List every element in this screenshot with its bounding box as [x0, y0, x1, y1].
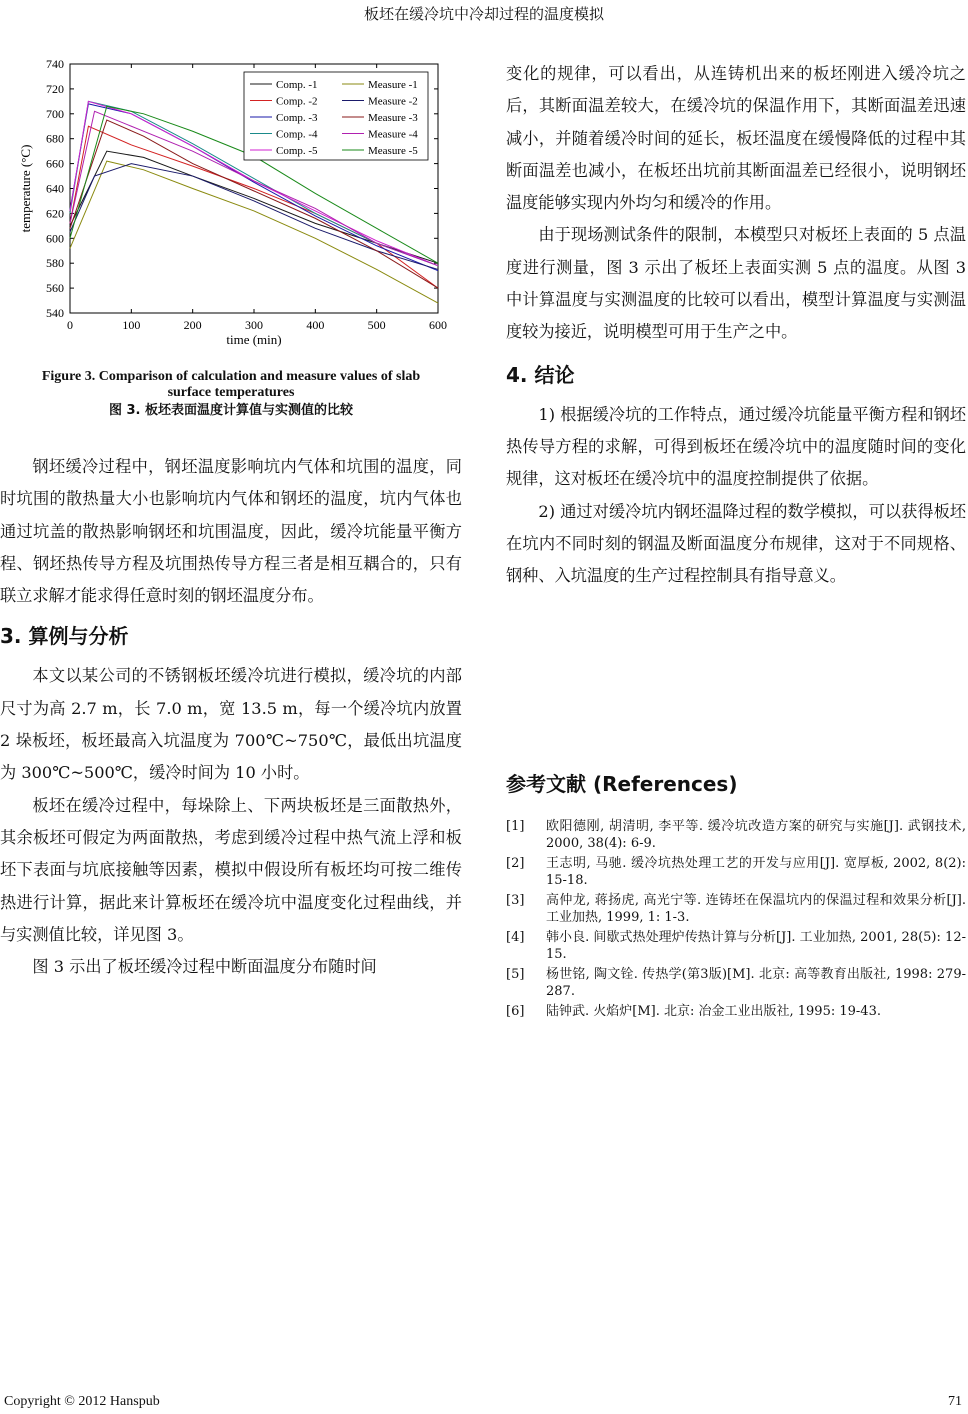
legend-entry: Measure -5 — [368, 145, 418, 157]
y-tick-label: 660 — [46, 156, 64, 171]
reference-number: [6] — [506, 1004, 525, 1019]
legend-entry: Measure -2 — [368, 95, 418, 108]
section-3-paragraph: 图 3 示出了板坯缓冷过程中断面温度分布随时间 — [32, 957, 377, 977]
y-tick-label: 720 — [46, 81, 64, 96]
reference-item — [506, 966, 966, 1000]
legend-entry: Comp. -3 — [276, 112, 318, 124]
reference-number: [3] — [506, 893, 525, 908]
x-tick-label: 100 — [122, 318, 141, 332]
reference-item — [506, 855, 966, 889]
left-body — [0, 451, 462, 983]
legend-entry: Measure -1 — [368, 79, 418, 91]
y-tick-label: 680 — [46, 131, 64, 146]
x-tick-label: 400 — [306, 318, 325, 332]
series-line — [70, 164, 438, 270]
reference-number: [1] — [506, 819, 525, 834]
y-tick-label: 640 — [46, 181, 64, 196]
x-tick-label: 200 — [183, 318, 202, 332]
right-body — [506, 58, 966, 592]
x-tick-label: 600 — [429, 318, 447, 332]
reference-text: 欧阳德刚, 胡清明, 李平等. 缓冷坑改造方案的研究与实施[J]. 武钢技术, 2000, 38(4): 6-9. — [546, 819, 966, 851]
y-tick-label: 700 — [46, 106, 64, 121]
references-heading: 参考文献 (References) — [506, 772, 738, 796]
x-tick-label: 500 — [367, 318, 386, 332]
y-tick-label: 620 — [46, 206, 64, 221]
figure-caption-en-line1: Figure 3. Comparison of calculation and measure values of slab — [41, 369, 421, 384]
y-axis-label: temperature (°C) — [18, 144, 33, 233]
y-tick-label: 560 — [46, 281, 64, 296]
x-axis-label: time (min) — [226, 332, 282, 347]
reference-text: 韩小良. 间歇式热处理炉传热计算与分析[J]. 工业加热, 2001, 28(5): 12-15. — [546, 930, 966, 962]
y-tick-label: 540 — [46, 306, 64, 320]
legend-entry: Comp. -4 — [276, 128, 318, 141]
figure-caption — [0, 369, 462, 421]
reference-text: 王志明, 马驰. 缓冷坑热处理工艺的开发与应用[J]. 宽厚板, 2002, 8(2): 15-18. — [546, 856, 966, 888]
left-paragraph: 钢坯缓冷过程中，钢坯温度影响坑内气体和坑围的温度，同时坑围的散热量大小也影响坑内气体和钢坯的温度，坑内气体也通过坑盖的散热影响钢坯和坑围温度，因此，缓冷坑能量平衡方程、钢坯热传导方程及坑围热传导方程三者是相互耦合的，只有联立求解才能求得任意时刻的钢坯温度分布。 — [0, 457, 462, 606]
footer-copyright: Copyright © 2012 Hanspub — [4, 1394, 160, 1409]
reference-item — [506, 818, 966, 852]
series-line — [70, 151, 438, 263]
legend-entry: Comp. -5 — [276, 145, 318, 157]
y-tick-label: 740 — [46, 57, 64, 71]
references-list — [506, 818, 966, 1023]
reference-item — [506, 892, 966, 926]
chart-svg — [8, 52, 448, 352]
figure-3-chart — [8, 52, 448, 352]
section-3-paragraph: 板坯在缓冷过程中，每垛除上、下两块板坯是三面散热外，其余板坯可假定为两面散热，考虑到缓冷过程中热气流上浮和板坯下表面与坑底接触等因素，模拟中假设所有板坯均可按二维传热进行计算，据此来计算板坯在缓冷坑中温度变化过程曲线，并与实测值比较，详见图 3。 — [0, 795, 462, 944]
reference-number: [4] — [506, 930, 525, 945]
figure-caption-en-line2: surface temperatures — [167, 385, 295, 400]
legend-entry: Comp. -1 — [276, 79, 318, 91]
reference-number: [5] — [506, 967, 525, 982]
reference-text: 陆钟武. 火焰炉[M]. 北京: 冶金工业出版社, 1995: 19-43. — [546, 1004, 881, 1019]
running-head: 板坯在缓冷坑中冷却过程的温度模拟 — [363, 5, 604, 23]
figure-caption-zh: 图 3. 板坯表面温度计算值与实测值的比较 — [108, 403, 354, 418]
section-4-paragraph: 1) 根据缓冷坑的工作特点，通过缓冷坑能量平衡方程和钢坯热传导方程的求解，可得到板坯在缓冷坑中的温度随时间的变化规律，这对板坯在缓冷坑中的温度控制提供了依据。 — [506, 404, 966, 489]
legend-entry: Measure -4 — [368, 128, 418, 141]
right-paragraph: 由于现场测试条件的限制，本模型只对板坯上表面的 5 点温度进行测量，图 3 示出了板坯上表面实测 5 点的温度。从图 3 中计算温度与实测温度的比较可以看出，模型计算温度与实测温度较为接近，说明模型可用于生产之中。 — [506, 225, 966, 342]
section-4-heading: 4. 结论 — [506, 362, 575, 387]
reference-item — [506, 1003, 966, 1020]
y-tick-label: 600 — [46, 231, 64, 246]
y-tick-label: 580 — [46, 256, 64, 271]
legend-entry: Comp. -2 — [276, 95, 318, 108]
footer-page-number: 71 — [948, 1394, 962, 1409]
reference-text: 杨世铭, 陶文铨. 传热学(第3版)[M]. 北京: 高等教育出版社, 1998: 279-287. — [546, 967, 966, 999]
x-tick-label: 0 — [67, 318, 73, 332]
section-4-paragraph: 2) 通过对缓冷坑内钢坯温降过程的数学模拟，可以获得板坯在坑内不同时刻的钢温及断面温度分布规律，这对于不同规格、钢种、入坑温度的生产过程控制具有指导意义。 — [506, 501, 966, 586]
legend-entry: Measure -3 — [368, 112, 418, 124]
section-3-heading: 3. 算例与分析 — [0, 624, 129, 649]
x-tick-label: 300 — [245, 318, 263, 332]
reference-text: 高仲龙, 蒋扬虎, 高光宁等. 连铸坯在保温坑内的保温过程和效果分析[J]. 工业加热, 1999, 1: 1-3. — [546, 893, 966, 925]
section-3-paragraph: 本文以某公司的不锈钢板坯缓冷坑进行模拟，缓冷坑的内部尺寸为高 2.7 m，长 7.0 m，宽 13.5 m，每一个缓冷坑内放置 2 垛板坯，板坯最高入坑温度为 700℃~750℃，最低出坑温度为 300℃~500℃，缓冷时间为 10 小时。 — [0, 666, 462, 783]
right-paragraph: 变化的规律，可以看出，从连铸机出来的板坯刚进入缓冷坑之后，其断面温差较大，在缓冷坑的保温作用下，其断面温差迅速减小，并随着缓冷时间的延长，板坯温度在缓慢降低的过程中其断面温差也减小，在板坯出坑前其断面温差已经很小，说明钢坯温度能够实现内外均匀和缓冷的作用。 — [506, 64, 966, 213]
reference-number: [2] — [506, 856, 525, 871]
reference-item — [506, 929, 966, 963]
